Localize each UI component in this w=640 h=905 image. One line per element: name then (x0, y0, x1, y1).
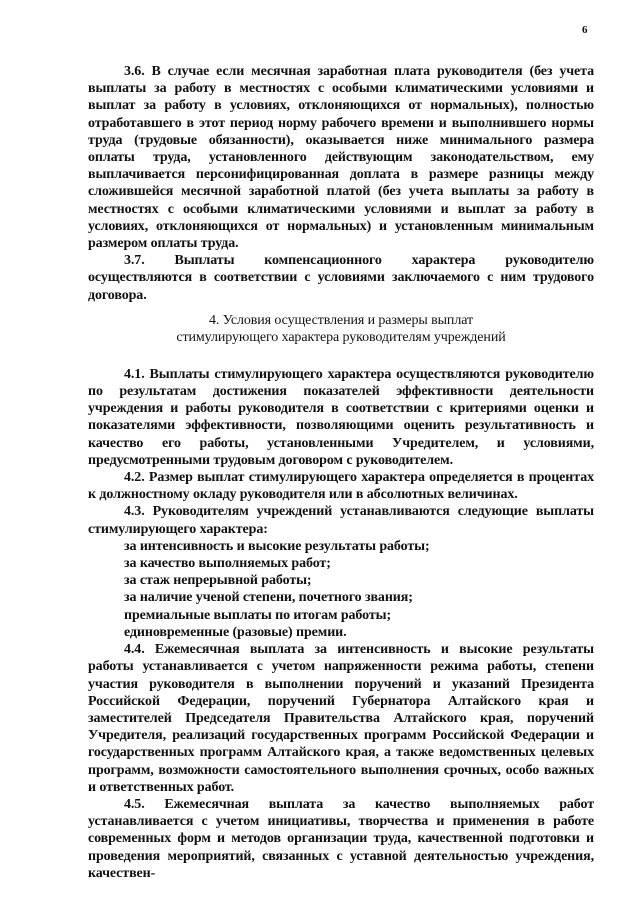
document-body (88, 63, 594, 882)
page-number: 6 (582, 24, 588, 36)
list-item: за наличие ученой степени, почетного звания; (124, 590, 413, 606)
paragraph-4-1: 4.1. Выплаты стимулирующего характера осуществляются руководителю по результатам достижения показателей эффективности деятельности учреждения и работы руководителя в соответствии с критериями оценки и показателями эффективности, позволяющими оценить результативность и качество его работы, установленными Учредителем, и условиями, предусмотренными трудовым договором с руководителем. (88, 366, 594, 468)
list-item: премиальные выплаты по итогам работы; (124, 607, 392, 623)
paragraph-3-7: 3.7. Выплаты компенсационного характера руководителю осуществляются в соответствии с условиями заключаемого с ним трудового договора. (88, 253, 594, 303)
section-title-line-2: стимулирующего характера руководителям учреждений (176, 329, 506, 345)
paragraph-3-6: 3.6. В случае если месячная заработная плата руководителя (без учета выплаты за работу в местностях с особыми климатическими условиями и выплат за работу в условиях, отклоняющихся от нормальных), полностью отработавшего в этот период норму рабочего времени и выполнившего нормы труда (трудовые обязанности), оказывается ниже минимального размера оплаты труда, установленного действующим законодательством, ему выплачивается персонифицированная доплата в размере разницы между сложившейся месячной заработной платой (без учета выплаты за работу в местностях с особыми климатическими условиями и выплат за работу в условиях, отклоняющихся от нормальных) и установленным минимальным размером оплаты труда. (88, 64, 594, 252)
list-item: за стаж непрерывной работы; (124, 573, 312, 589)
paragraph-4-2: 4.2. Размер выплат стимулирующего характера определяется в процентах к должностному окладу руководителя или в абсолютных величинах. (88, 470, 594, 503)
paragraph-4-5: 4.5. Ежемесячная выплата за качество выполняемых работ устанавливается с учетом инициативы, творчества и применения в работе современных форм и методов организации труда, качественной подготовки и проведения мероприятий, связанных с уставной деятельностью учреждения, качествен- (88, 796, 594, 881)
section-title-line-1: 4. Условия осуществления и размеры выплат (209, 312, 473, 328)
paragraph-4-3: 4.3. Руководителям учреждений устанавливаются следующие выплаты стимулирующего характера: (88, 504, 594, 537)
paragraph-4-4: 4.4. Ежемесячная выплата за интенсивность и высокие результаты работы устанавливается с учетом напряженности режима работы, степени участия руководителя в выполнении поручений и указаний Президента Российской Федерации, поручений Губернатора Алтайского края и заместителей Председателя Правительства Алтайского края, поручений Учредителя, реализаций государственных программ Российской Федерации и государственных программ Алтайского края, а также ведомственных целевых программ, возможности самостоятельного выполнения срочных, особо важных и ответственных работ. (88, 642, 594, 795)
list-item: единовременные (разовые) премии. (124, 624, 347, 640)
list-item: за интенсивность и высокие результаты работы; (124, 538, 430, 554)
list-item: за качество выполняемых работ; (124, 556, 331, 572)
section-4-title (88, 312, 594, 346)
